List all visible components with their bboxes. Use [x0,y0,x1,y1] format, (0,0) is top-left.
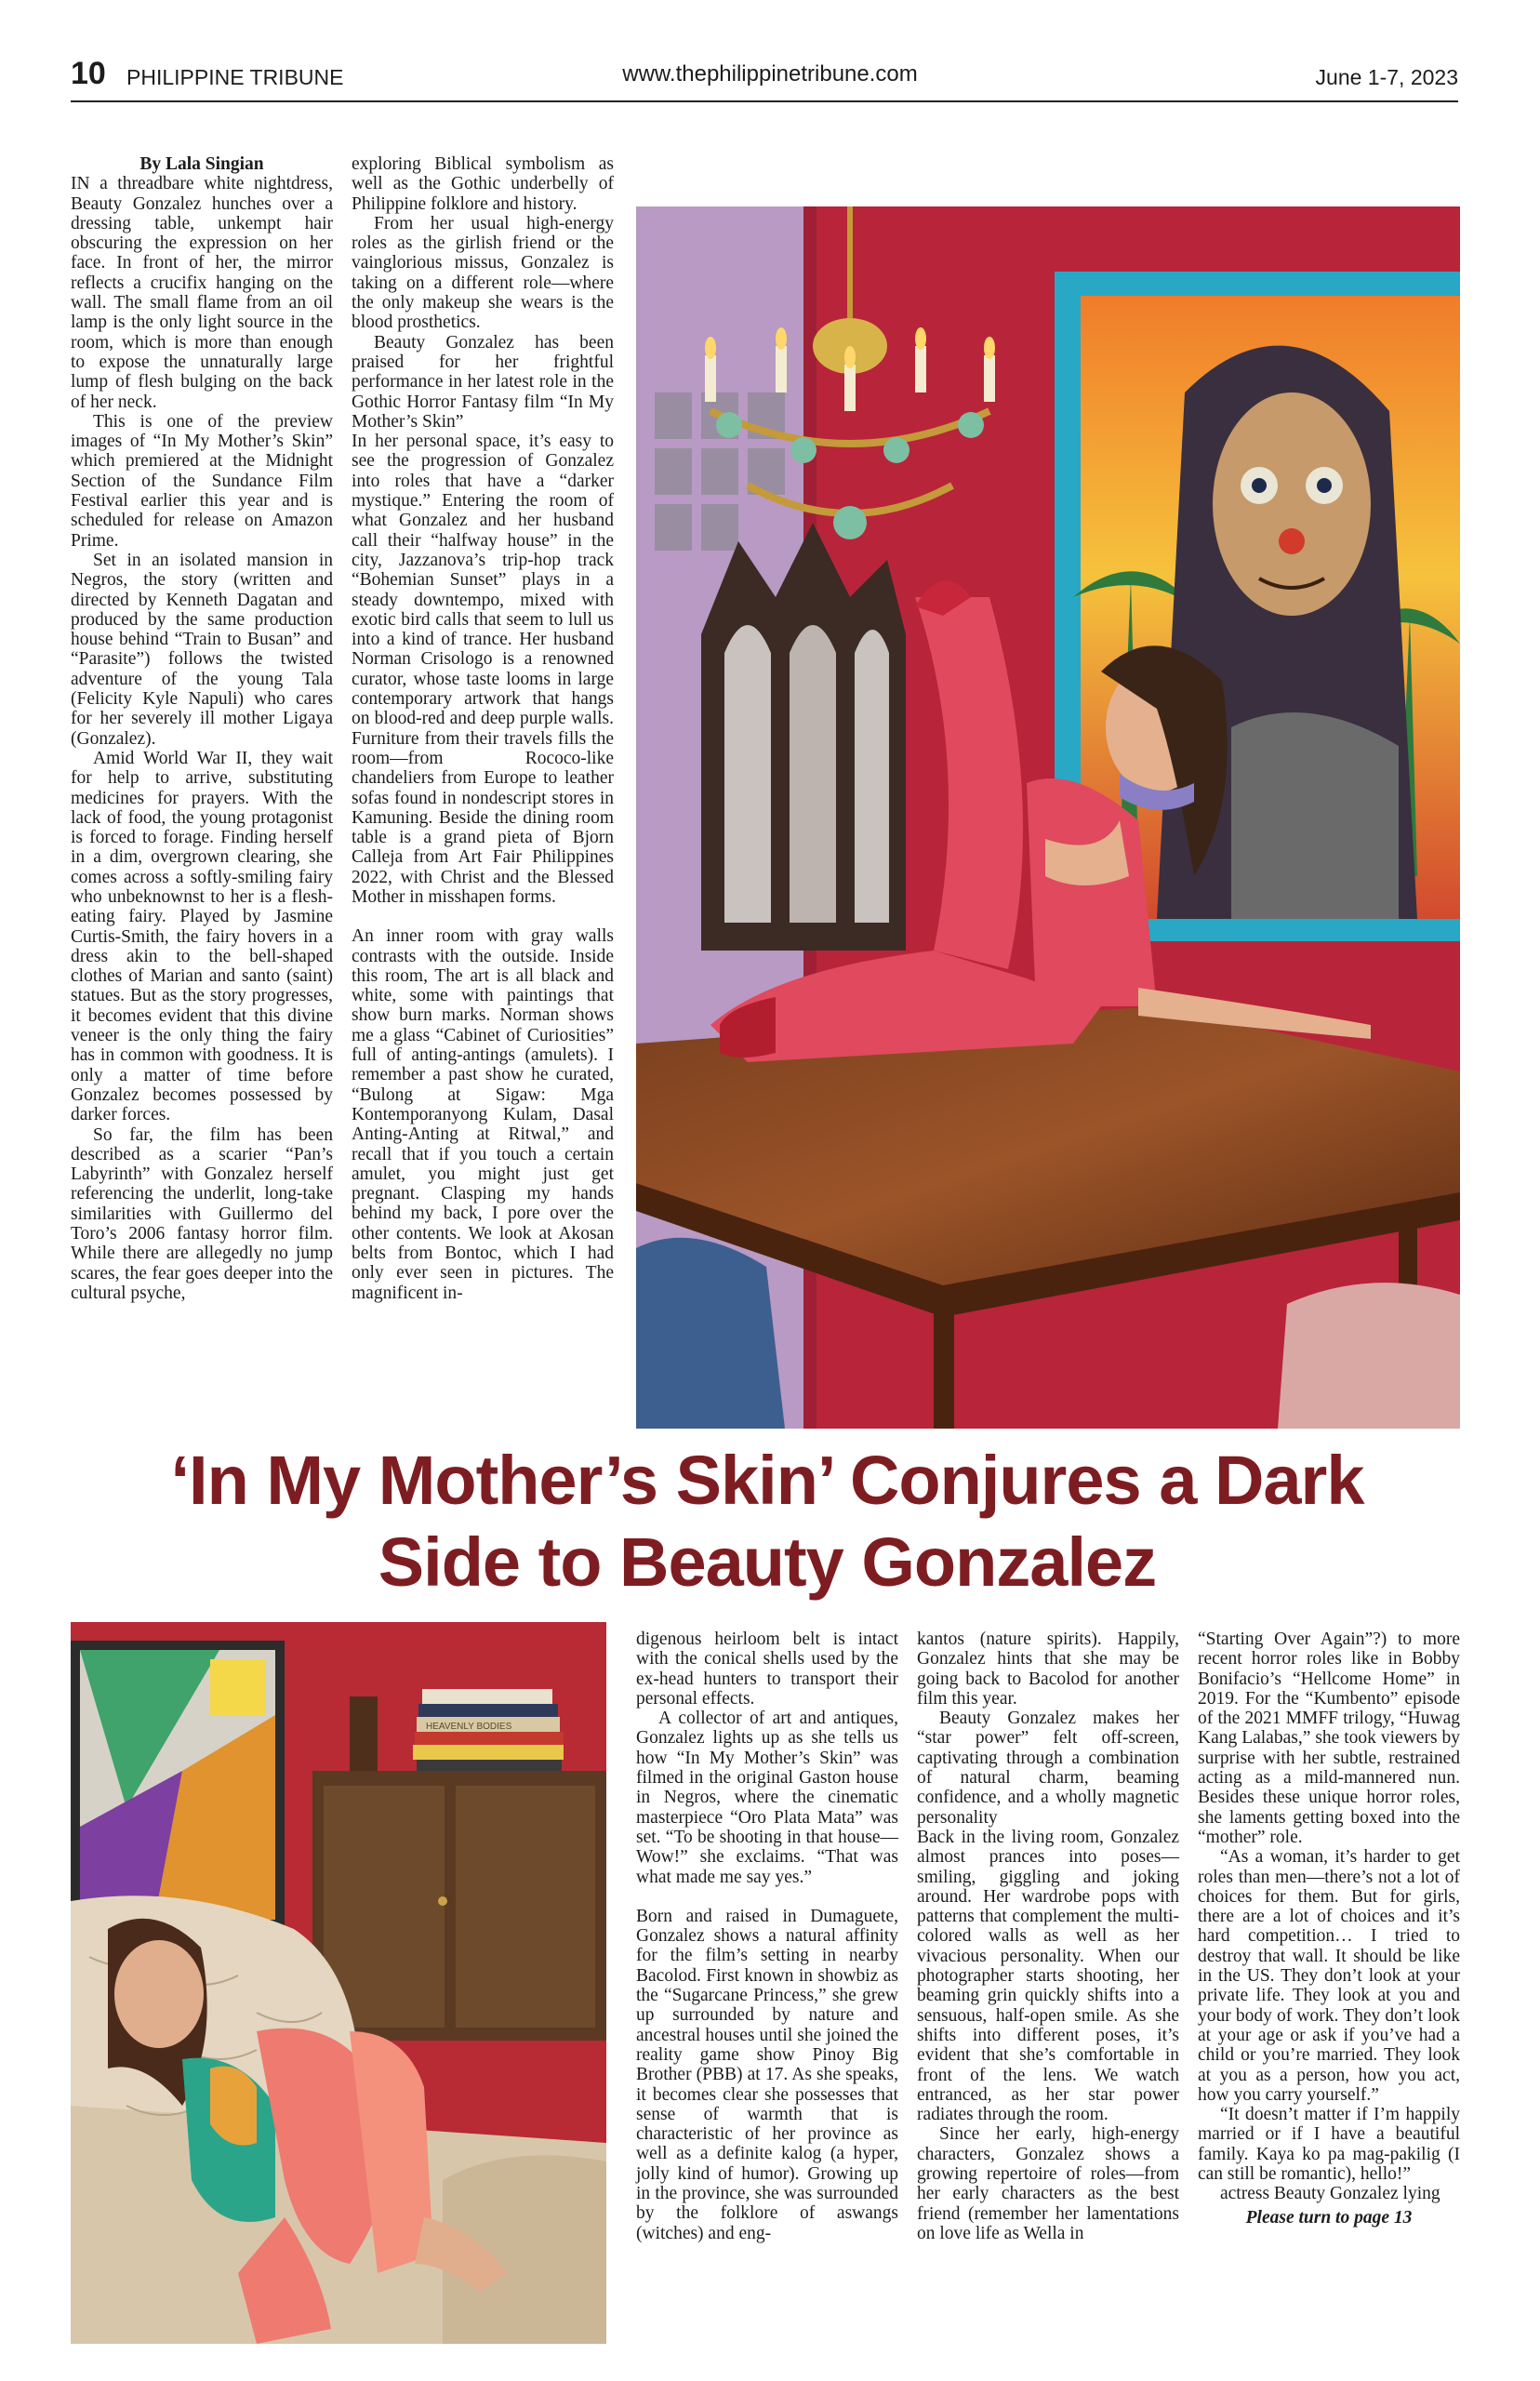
photo-dining-room [636,206,1460,1429]
article-column-1 [71,154,333,1303]
paragraph: Beauty Gonzalez makes her “star power” felt off-screen, captivating through a combination of natural charm, beaming confidence, and a wholly magnetic personality [917,1709,1179,1828]
paragraph: Amid World War II, they wait for help to arrive, substituting medicines for prayers. With the lack of food, the young protagonist is forced to forage. Finding herself in a dim, overgrown clearing, she comes across a softly-smiling fairy who unbeknownst to her is a flesh-eating fairy. Played by Jasmine Curtis-Smith, the fairy hovers in a dress akin to the bell-shaped clothes of Marian and santo (saint) statues. But as the story progresses, it becomes evident that this divine veneer is the only thing the fairy has in common with goodness. It is only a matter of time before Gonzalez becomes possessed by darker forces. [71,748,333,1125]
header-rule [71,100,1458,102]
headline [56,1440,1479,1603]
publication-name: PHILIPPINE TRIBUNE [126,65,344,89]
paragraph: Born and raised in Dumaguete, Gonzalez shows a natural affinity for the film’s setting in nearby Bacolod. First known in showbiz as the “Sugarcane Princess,” she grew up surrounded by nature and ancestral houses until she joined the reality game show Pinoy Big Brother (PBB) at 17. As she speaks, it becomes clear she possesses that sense of warmth that is characteristic of her province as well as a definite kalog (a hyper, jolly kind of humor). Growing up in the province, she was surrounded by the folklore of aswangs (witches) and eng- [636,1906,898,2243]
dining-room-illustration [636,206,1460,1429]
paragraph: So far, the film has been described as a scarier “Pan’s Labyrinth” with Gonzalez herself referencing the underlit, long-take similarities with Guillermo del Toro’s 2006 fantasy horror film. While there are allegedly no jump scares, the fear goes deeper into the cultural psyche, [71,1124,333,1303]
photo-living-room [71,1622,606,2344]
paragraph: “It doesn’t matter if I’m happily married or if I have a beautiful family. Kaya ko pa mag-pakilig (I can still be romantic), hello!” [1198,2105,1460,2185]
book-title: HEAVENLY BODIES [426,1722,512,1732]
book-stack [413,1689,564,1771]
article-column-2 [352,154,614,1303]
paragraph: Beauty Gonzalez has been praised for her frightful performance in her latest role in the Gothic Horror Fantasy film “In My Mother’s Skin” [352,332,614,432]
article-column-4 [917,1629,1179,2243]
paragraph: Since her early, high-energy characters, Gonzalez shows a growing repertoire of roles—from her early characters as the best friend (remember her lamentations on love life as Wella in [917,2124,1179,2243]
continued-on-page[interactable]: Please turn to page 13 [1245,2207,1413,2228]
byline: By Lala Singian [139,154,264,174]
website-url[interactable]: www.thephilippinetribune.com [622,61,918,86]
paragraph: From her usual high-energy roles as the girlish friend or the vainglorious missus, Gonzalez is taking on a different role—where the only makeup she wears is the blood prosthetics. [352,213,614,333]
paragraph: “As a woman, it’s harder to get roles than men—there’s not a lot of choices for them. But for girls, there are a lot of choices and it’s hard competition… I tried to destroy that wall. It should be like in the US. They don’t look at your private life. They look at you and your body of work. They don’t look at your age or ask if you’ve had a child or you’re married. They look at you as a person, how you act, how you carry yourself.” [1198,1847,1460,2105]
gothic-mirror [701,523,906,951]
paragraph: Set in an isolated mansion in Negros, the story (written and directed by Kenneth Dagatan and produced by the same production house behind “Train to Busan” and “Parasite”) follows the twisted adventure of the young Tala (Felicity Kyle Napuli) who cares for her severely ill mother Ligaya (Gonzalez). [71,550,333,749]
living-room-illustration [71,1622,606,2344]
photo-caption: actress Beauty Gonzalez lying [1220,2184,1440,2204]
paragraph: A collector of art and antiques, Gonzalez lights up as she tells us how “In My Mother’s Skin” was filmed in the original Gaston house in Negros, where the cinematic masterpiece “Oro Plata Mata” was set. “To be shooting in that house—Wow!” she exclaims. “That was what made me say yes.” [636,1709,898,1887]
paragraph: This is one of the preview images of “In My Mother’s Skin” which premiered at the Midnight Section of the Sundance Film Festival earlier this year and is scheduled for release on Amazon Prime. [71,411,333,551]
paragraph: “Starting Over Again”?) to more recent horror roles like in Bobby Bonifacio’s “Hellcome Home” in 2019. For the “Kumbento” episode of the 2021 MMFF trilogy, “Huwag Kang Lalabas,” she took viewers by surprise with her subtle, restrained acting as a mild-mannered nun. Besides these unique horror roles, she laments getting boxed into the “mother” role. [1198,1629,1460,1847]
paragraph: digenous heirloom belt is intact with the conical shells used by the ex-head hunters to transport their personal effects. [636,1629,898,1709]
paragraph: IN a threadbare white nightdress, Beauty Gonzalez hunches over a dressing table, unkempt hair obscuring the expression on her face. In front of her, the mirror reflects a crucifix hanging on the wall. The small flame from an oil lamp is the only light source in the room, which is more than enough to expose the unnaturally large lump of flesh bulging on the back of her neck. [71,174,333,412]
article-column-3 [636,1629,898,2243]
headline-line-1: ‘In My Mother’s Skin’ Conjures a Dark [170,1442,1364,1519]
wall-painting [71,1641,285,1929]
paragraph: exploring Biblical symbolism as well as the Gothic underbelly of Philippine folklore and history. [352,154,614,214]
paragraph: kantos (nature spirits). Happily, Gonzalez hints that she may be going back to Bacolod for another film this year. [917,1629,1179,1709]
paragraph: An inner room with gray walls contrasts with the outside. Inside this room, The art is all black and white, some with paintings that show burn marks. Norman shows me a glass “Cabinet of Curiosities” full of anting-antings (amulets). I remember a past show he curated, “Bulong at Sigaw: Mga Kontemporanyong Kulam, Dasal Anting-Anting at Ritwal,” and recall that if you touch a certain amulet, you might just get pregnant. Clasping my hands behind my back, I pore over the other contents. We look at Akosan belts from Bontoc, which I had only ever seen in pictures. The magnificent in- [352,926,614,1303]
headline-line-2: Side to Beauty Gonzalez [378,1523,1157,1601]
issue-date: June 1-7, 2023 [1315,65,1458,89]
paragraph: Back in the living room, Gonzalez almost prances into poses—smiling, giggling and joking around. Her wardrobe pops with patterns that complement the multi-colored walls as well as her vivacious personality. When our photographer starts shooting, her beaming grin quickly shifts into a sensuous, half-open smile. As she shifts into different poses, it’s evident that she’s comfortable in front of the lens. We watch entranced, as her star power radiates through the room. [917,1827,1179,2125]
page-number: 10 [71,56,106,91]
article-column-5 [1198,1629,1460,2228]
paragraph: In her personal space, it’s easy to see the progression of Gonzalez into roles that have a “darker mystique.” Entering the room of what Gonzalez and her husband call their “halfway house” in the city, Jazzanova’s trip-hop track “Bohemian Sunset” plays in a steady downtempo, mixed with exotic bird calls that seem to lull us into a kind of trance. Her husband Norman Crisologo is a renowned curator, whose taste looms in large contemporary artwork that hangs on blood-red and deep purple walls. Furniture from their travels fills the room—from Rococo-like chandeliers from Europe to leather sofas found in nondescript stores in Kamuning. Beside the dining room table is a grand pieta of Bjorn Calleja from Art Fair Philippines 2022, with Christ and the Blessed Mother in misshapen forms. [352,432,614,907]
